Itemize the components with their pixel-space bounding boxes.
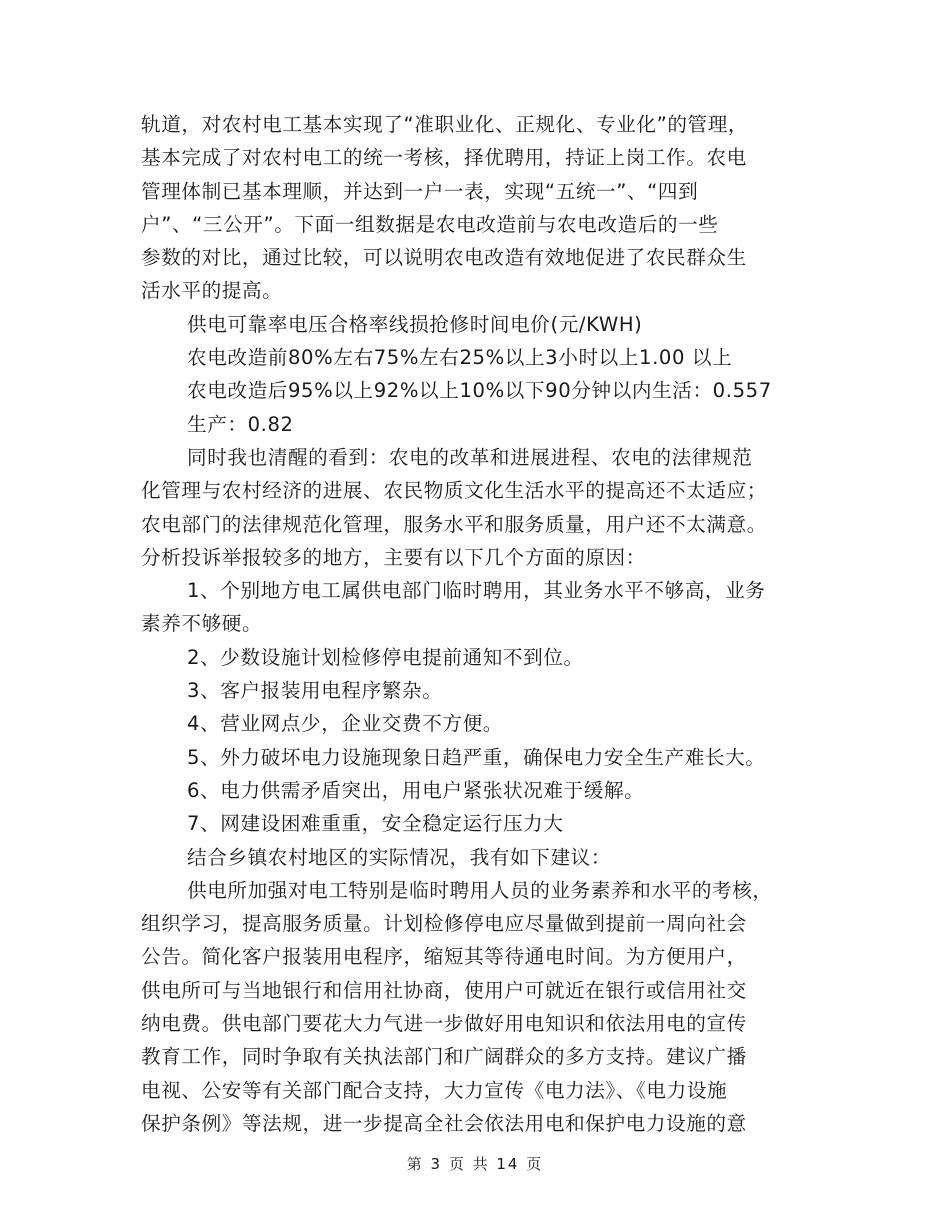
text-line: 基本完成了对农村电工的统一考核，择优聘用，持证上岗工作。农电 (141, 146, 747, 170)
text-line: 3、客户报装用电程序繁杂。 (187, 679, 443, 703)
text-line: 供电所加强对电工特别是临时聘用人员的业务素养和水平的考核， (187, 878, 773, 902)
text-line: 公告。简化客户报装用电程序，缩短其等待通电时间。为方便用户， (141, 945, 747, 969)
text-line: 化管理与农村经济的进展、农民物质文化生活水平的提高还不太适应； (141, 479, 768, 503)
text-line: 农电部门的法律规范化管理，服务水平和服务质量，用户还不太满意。 (141, 512, 768, 536)
text-line: 电视、公安等有关部门配合支持，大力宣传《电力法》、《电力设施 (141, 1078, 728, 1102)
text-line: 结合乡镇农村地区的实际情况，我有如下建议： (187, 845, 612, 869)
text-line: 6、电力供需矛盾突出，用电户紧张状况难于缓解。 (187, 778, 645, 802)
document-body (141, 108, 813, 1140)
text-line: 素养不够硬。 (141, 612, 263, 636)
page-footer: 第 3 页 共 14 页 (406, 1155, 544, 1173)
text-line: 参数的对比，通过比较，可以说明农电改造有效地促进了农民群众生 (141, 246, 747, 270)
text-line: 户”、“三公开”。下面一组数据是农电改造前与农电改造后的一些 (141, 212, 719, 236)
text-line: 1、个别地方电工属供电部门临时聘用，其业务水平不够高，业务 (187, 579, 766, 603)
text-line: 保护条例》等法规，进一步提高全社会依法用电和保护电力设施的意 (141, 1111, 747, 1135)
text-line: 供电可靠率电压合格率线损抢修时间电价(元/KWH) (187, 312, 643, 336)
text-line: 农电改造后95%以上92%以上10%以下90分钟以内生活：0.557 (187, 379, 772, 403)
text-line: 4、营业网点少，企业交费不方便。 (187, 712, 503, 736)
text-line: 供电所可与当地银行和信用社协商，使用户可就近在银行或信用社交 (141, 978, 747, 1002)
text-line: 2、少数设施计划检修停电提前通知不到位。 (187, 645, 584, 669)
text-line: 5、外力破坏电力设施现象日趋严重，确保电力安全生产难长大。 (187, 745, 766, 769)
text-line: 分析投诉举报较多的地方，主要有以下几个方面的原因： (141, 545, 646, 569)
text-line: 教育工作，同时争取有关执法部门和广阔群众的多方支持。建议广播 (141, 1045, 747, 1069)
text-line: 活水平的提高。 (141, 279, 283, 303)
text-line: 轨道，对农村电工基本实现了“准职业化、正规化、专业化”的管理， (141, 113, 749, 136)
text-line: 组织学习，提高服务质量。计划检修停电应尽量做到提前一周向社会 (141, 912, 747, 936)
text-line: 纳电费。供电部门要花大力气进一步做好用电知识和依法用电的宣传 (141, 1012, 747, 1036)
text-line: 农电改造前80%左右75%左右25%以上3小时以上1.00 以上 (187, 346, 733, 370)
text-line: 同时我也清醒的看到：农电的改革和进展进程、农电的法律规范 (187, 445, 753, 469)
text-line: 生产：0.82 (187, 412, 294, 436)
text-line: 7、网建设困难重重，安全稳定运行压力大 (187, 812, 564, 836)
text-line: 管理体制已基本理顺，并达到一户一表，实现“五统一”、“四到 (141, 179, 699, 203)
